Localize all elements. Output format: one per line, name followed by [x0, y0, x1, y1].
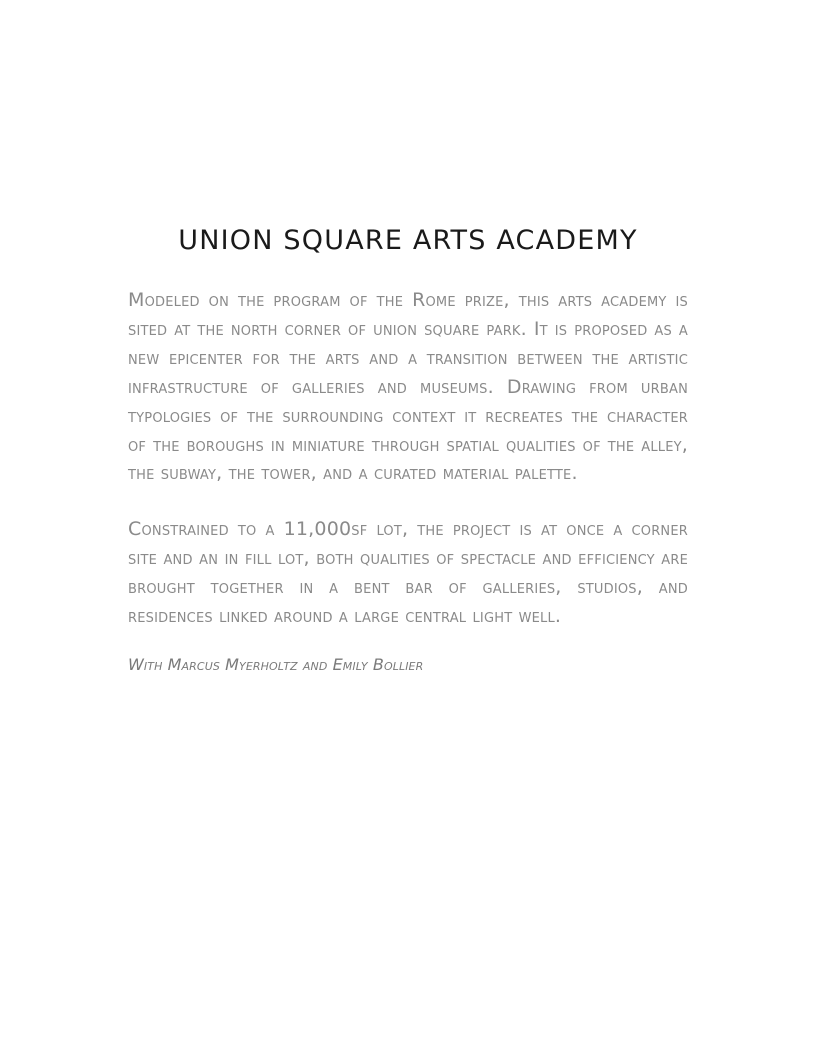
- page-title: UNION SQUARE ARTS ACADEMY: [178, 225, 638, 256]
- document-page: [128, 222, 688, 674]
- body-paragraph-site: Constrained to a 11,000sf lot, the project is at once a corner site and an in fill lot, both qualities of spectacle and efficiency are brought together in a bent bar of galleries, studios, and residences linked around a large central light well.: [128, 518, 688, 628]
- body-paragraph-program: Modeled on the program of the Rome prize, this arts academy is sited at the north corner of union square park. It is proposed as a new epicenter for the arts and a transition between the artistic infrastructure of galleries and museums. Drawing from urban typologies of the surrounding context it recreates the character of the boroughs in miniature through spatial qualities of the alley, the subway, the tower, and a curated material palette.: [128, 289, 688, 485]
- credits-line: With Marcus Myerholtz and Emily Bollier: [128, 654, 424, 674]
